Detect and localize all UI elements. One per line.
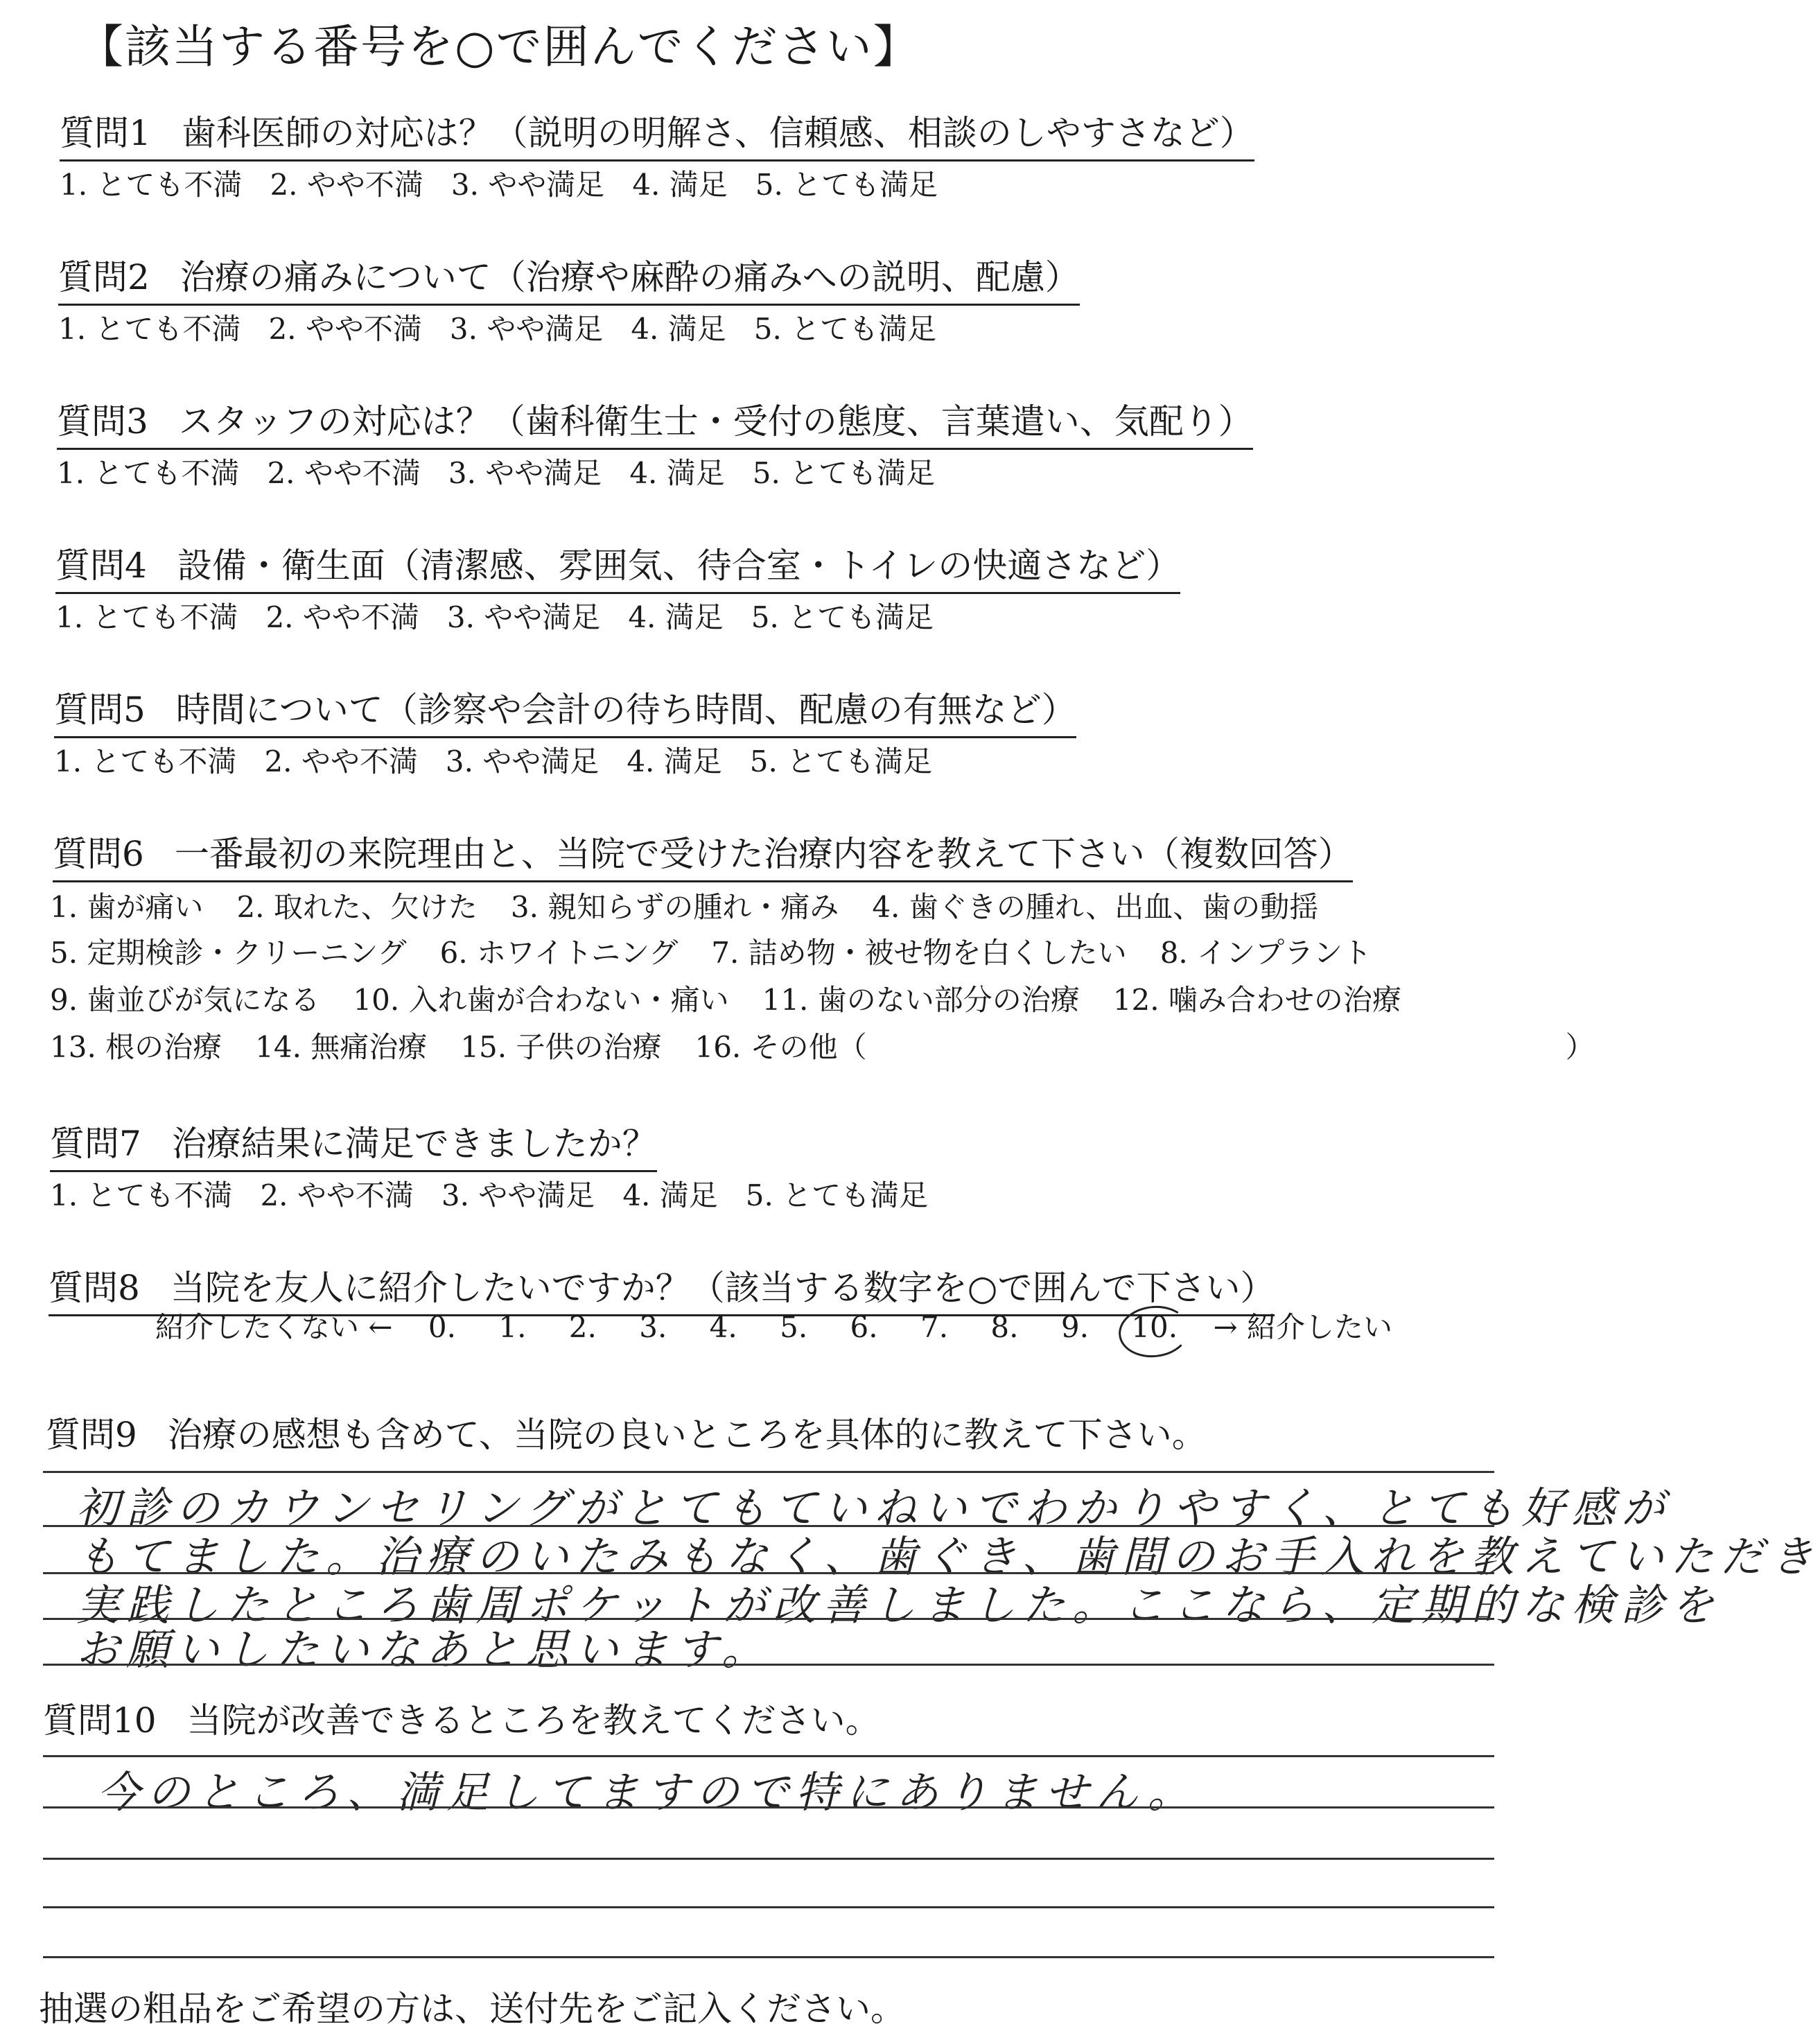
question-6-row-3 [50, 977, 1435, 1019]
bottom-note: 抽選の粗品をご希望の方は、送付先をご記入ください。 [39, 1989, 905, 2029]
answer-line [43, 1471, 1494, 1473]
question-text: 歯科医師の対応は？（説明の明解さ、信頼感、相談のしやすさなど） [181, 113, 1254, 153]
option-2[interactable]: 2. やや不満 [264, 744, 418, 778]
q9-handwritten-line-3: 実践したところ歯周ポケットが改善しました。ここなら、定期的な検診を [76, 1580, 1721, 1630]
reason-option[interactable]: 9. 歯並びが気になる [50, 983, 320, 1017]
q9-handwritten-line-4: お願いしたいなあと思います。 [76, 1624, 772, 1675]
scale-value-9[interactable]: 9. [1060, 1310, 1089, 1344]
option-2[interactable]: 2. やや不満 [268, 312, 422, 346]
option-3[interactable]: 3. やや満足 [448, 456, 602, 490]
option-4[interactable]: 4. 満足 [622, 1178, 718, 1212]
reason-option[interactable]: 2. 取れた、欠けた [236, 890, 478, 924]
reason-option[interactable]: 6. ホワイトニング [439, 936, 679, 970]
question-5-options [54, 739, 960, 781]
answer-line [43, 1858, 1494, 1860]
option-4[interactable]: 4. 満足 [632, 168, 728, 202]
question-4-title [55, 538, 1180, 594]
option-2[interactable]: 2. やや不満 [260, 1178, 414, 1212]
option-3[interactable]: 3. やや満足 [449, 312, 604, 346]
scale-value-7[interactable]: 7. [920, 1310, 949, 1344]
question-10-title [43, 1693, 880, 1747]
question-number: 質問10 [43, 1700, 157, 1741]
question-5-title [54, 682, 1076, 738]
reason-option[interactable]: 12. 噛み合わせの治療 [1112, 983, 1401, 1017]
question-6-title [53, 826, 1353, 882]
question-6-row-1 [50, 884, 1351, 926]
option-5-circled[interactable]: 5. とても満足 [751, 600, 934, 634]
scale-value-3[interactable]: 3. [639, 1310, 667, 1344]
question-7-title [50, 1116, 657, 1172]
option-5-circled[interactable]: 5. とても満足 [753, 312, 937, 346]
option-1[interactable]: 1. とても不満 [55, 600, 238, 634]
q9-handwritten-line-2: もてました。治療のいたみもなく、歯ぐき、歯間のお手入れを教えていただき [76, 1531, 1820, 1582]
option-2[interactable]: 2. やや不満 [265, 600, 419, 634]
referral-scale [146, 1305, 1402, 1346]
scale-value-6[interactable]: 6. [850, 1310, 878, 1344]
question-2-options [58, 306, 964, 348]
question-number: 質問7 [50, 1124, 141, 1164]
question-number: 質問2 [58, 257, 150, 297]
scale-value-0[interactable]: 0. [428, 1310, 456, 1344]
option-5-circled[interactable]: 5. とても満足 [755, 168, 938, 202]
question-number: 質問8 [49, 1268, 140, 1308]
reason-option[interactable]: 3. 親知らずの腫れ・痛み [510, 890, 839, 924]
option-3[interactable]: 3. やや満足 [445, 744, 600, 778]
scale-left-label: 紹介したくない ← [155, 1310, 393, 1344]
option-4[interactable]: 4. 満足 [629, 456, 725, 490]
reason-option[interactable]: 11. 歯のない部分の治療 [762, 983, 1080, 1017]
reason-option[interactable]: 1. 歯が痛い [50, 890, 204, 924]
option-4[interactable]: 4. 満足 [628, 600, 724, 634]
question-1-title [60, 105, 1254, 162]
option-2[interactable]: 2. やや不満 [270, 168, 423, 202]
option-4[interactable]: 4. 満足 [627, 744, 722, 778]
reason-option[interactable]: 14. 無痛治療 [255, 1030, 428, 1064]
scale-value-1[interactable]: 1. [498, 1310, 527, 1344]
option-4[interactable]: 4. 満足 [631, 312, 726, 346]
question-number: 質問3 [57, 401, 148, 442]
question-number: 質問4 [55, 546, 147, 586]
scale-value-5[interactable]: 5. [780, 1310, 808, 1344]
question-7-options [50, 1173, 956, 1214]
q10-handwritten-line-1: 今のところ、満足してますので特にありません。 [97, 1767, 1198, 1818]
option-1[interactable]: 1. とても不満 [57, 456, 240, 490]
question-number: 質問5 [54, 690, 146, 730]
reason-option[interactable]: 4. 歯ぐきの腫れ、出血、歯の動揺 [872, 890, 1319, 924]
answer-line [43, 1806, 1494, 1808]
instruction-heading: 【該当する番号を○で囲んでください】 [78, 20, 920, 73]
question-text: 治療の感想も含めて、当院の良いところを具体的に教えて下さい。 [167, 1415, 1207, 1455]
answer-line [43, 1956, 1494, 1958]
question-6-row-4 [50, 1025, 1628, 1066]
question-6-row-2 [50, 930, 1405, 972]
question-4-options [55, 595, 961, 636]
q9-handwritten-line-1: 初診のカウンセリングがとてもていねいでわかりやすく、とても好感が [76, 1483, 1672, 1533]
question-number: 質問9 [46, 1415, 137, 1455]
question-text: 治療結果に満足できましたか？ [171, 1124, 657, 1164]
question-text: 当院が改善できるところを教えてください。 [186, 1700, 880, 1741]
answer-line [43, 1664, 1494, 1666]
question-text: スタッフの対応は？（歯科衛生士・受付の態度、言葉遣い、気配り） [178, 401, 1253, 442]
answer-line [43, 1755, 1494, 1757]
scale-value-8[interactable]: 8. [990, 1310, 1019, 1344]
question-text: 設備・衛生面（清潔感、雰囲気、待合室・トイレの快適さなど） [177, 546, 1181, 586]
option-5-circled[interactable]: 5. とても満足 [749, 744, 933, 778]
reason-option[interactable]: 13. 根の治療 [50, 1030, 222, 1064]
question-3-title [57, 394, 1253, 450]
scale-value-4[interactable]: 4. [709, 1310, 737, 1344]
question-number: 質問1 [60, 113, 151, 153]
question-2-title [58, 250, 1080, 306]
reason-option[interactable]: 10. 入れ歯が合わない・痛い [353, 983, 729, 1017]
option-2[interactable]: 2. やや不満 [267, 456, 421, 490]
scale-right-label: → 紹介したい [1213, 1310, 1392, 1344]
reason-option-circled[interactable]: 5. 定期検診・クリーニング [50, 936, 407, 970]
option-5-circled[interactable]: 5. とても満足 [745, 1178, 929, 1212]
scale-value-10-circled[interactable]: 10. [1131, 1310, 1178, 1344]
question-number: 質問6 [53, 834, 144, 874]
option-3[interactable]: 3. やや満足 [441, 1178, 595, 1212]
option-5-circled[interactable]: 5. とても満足 [752, 456, 936, 490]
reason-option[interactable]: 8. インプラント [1160, 936, 1372, 970]
question-3-options [57, 451, 963, 492]
option-1[interactable]: 1. とても不満 [60, 168, 243, 202]
question-text: 治療の痛みについて（治療や麻酔の痛みへの説明、配慮） [180, 257, 1080, 297]
option-1[interactable]: 1. とても不満 [50, 1178, 233, 1212]
question-text: 当院を友人に紹介したいですか？（該当する数字を○で囲んで下さい） [170, 1268, 1275, 1308]
question-text: 一番最初の来院理由と、当院で受けた治療内容を教えて下さい（複数回答） [174, 834, 1353, 874]
option-1[interactable]: 1. とても不満 [54, 744, 237, 778]
reason-option[interactable]: 15. 子供の治療 [460, 1030, 662, 1064]
answer-line [43, 1906, 1494, 1908]
reason-option[interactable]: 7. 詰め物・被せ物を白くしたい [711, 936, 1127, 970]
question-9-title [46, 1407, 1207, 1461]
option-3[interactable]: 3. やや満足 [446, 600, 601, 634]
question-1-options [60, 162, 965, 204]
option-3[interactable]: 3. やや満足 [450, 168, 605, 202]
question-text: 時間について（診察や会計の待ち時間、配慮の有無など） [175, 690, 1076, 730]
scale-value-2[interactable]: 2. [568, 1310, 597, 1344]
option-1[interactable]: 1. とても不満 [58, 312, 241, 346]
reason-option-other[interactable]: 16. その他（ ） [694, 1030, 1595, 1064]
